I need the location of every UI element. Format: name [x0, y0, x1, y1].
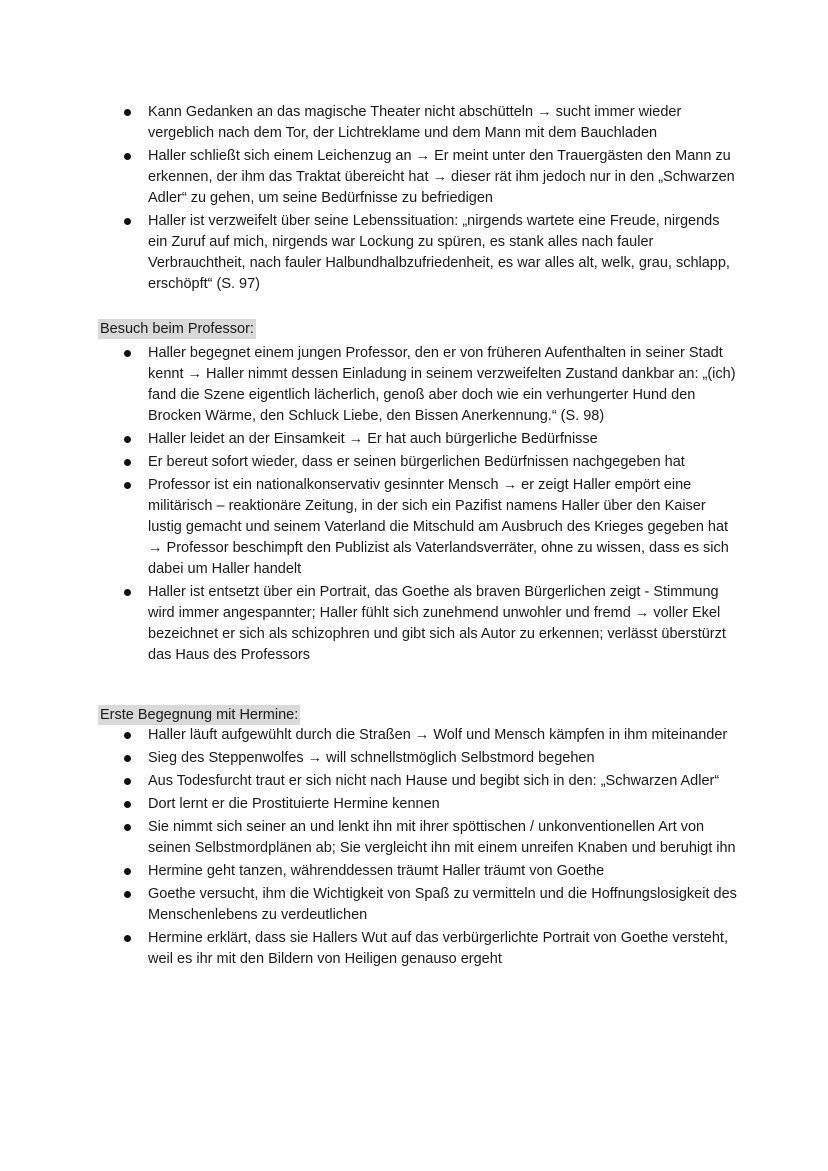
list-item-text: Haller läuft aufgewühlt durch die Straßen → Wolf und Mensch kämpfen in ihm miteinander	[148, 727, 728, 743]
section1-list	[0, 102, 828, 297]
bullet-icon	[124, 935, 131, 942]
list-item	[0, 817, 828, 859]
list-item-text: Aus Todesfurcht traut er sich nicht nach Hause und begibt sich in den: „Schwarzen Adler“	[148, 773, 720, 789]
list-item-text: Hermine erklärt, dass sie Hallers Wut auf das verbürgerlichte Portrait von Goethe versteht, weil es ihr mit den Bildern von Heiligen genauso ergeht	[148, 930, 728, 967]
section3-list	[0, 725, 828, 972]
list-item-text: Haller ist verzweifelt über seine Lebenssituation: „nirgends wartete eine Freude, nirgends ein Zuruf auf mich, nirgends war Lockung zu spüren, es stank alles nach fauler Verbrauchtheit, nach fauler Halbundhalbzufriedenheit, es war alles alt, welk, grau, schlapp, erschöpft“ (S. 97)	[148, 213, 730, 292]
list-item	[0, 771, 828, 792]
bullet-icon	[124, 482, 131, 489]
list-item-text: Sieg des Steppenwolfes → will schnellstmöglich Selbstmord begehen	[148, 750, 595, 766]
list-item	[0, 475, 828, 580]
bullet-icon	[124, 801, 131, 808]
bullet-icon	[124, 732, 131, 739]
list-item	[0, 884, 828, 926]
list-item-text: Haller leidet an der Einsamkeit → Er hat auch bürgerliche Bedürfnisse	[148, 431, 598, 447]
list-item-text: Dort lernt er die Prostituierte Hermine kennen	[148, 796, 440, 812]
bullet-icon	[124, 778, 131, 785]
list-item	[0, 794, 828, 815]
bullet-icon	[124, 218, 131, 225]
list-item-text: Hermine geht tanzen, währenddessen träumt Haller träumt von Goethe	[148, 863, 605, 879]
list-item	[0, 928, 828, 970]
list-item	[0, 725, 828, 746]
list-item	[0, 429, 828, 450]
bullet-icon	[124, 868, 131, 875]
section-heading-hermine: Erste Begegnung mit Hermine:	[100, 707, 299, 723]
list-item	[0, 211, 828, 295]
list-item	[0, 146, 828, 209]
list-item-text: Haller ist entsetzt über ein Portrait, das Goethe als braven Bürgerlichen zeigt - Stimmung wird immer angespannter; Haller fühlt sich zunehmend unwohler und fremd → voller Ekel bezeichnet er sich als schizophren und gibt sich als Autor zu erkennen; verlässt überstürzt das Haus des Professors	[148, 584, 726, 663]
section2-list	[0, 343, 828, 668]
list-item-text: Sie nimmt sich seiner an und lenkt ihn mit ihrer spöttischen / unkonventionellen Art von seinen Selbstmordplänen ab; Sie vergleicht ihn mit einem unreifen Knaben und beruhigt ihn	[148, 819, 736, 856]
bullet-icon	[124, 755, 131, 762]
list-item-text: Haller begegnet einem jungen Professor, den er von früheren Aufenthalten in seiner Stadt kennt → Haller nimmt dessen Einladung in seinem verzweifelten Zustand dankbar an: „(ich) fand die Szene eigentlich lächerlich, genoß aber doch wie ein verhungerter Hund den Brocken Wärme, den Schluck Liebe, den Bissen Anerkennung.“ (S. 98)	[148, 345, 736, 424]
bullet-icon	[124, 824, 131, 831]
list-item	[0, 582, 828, 666]
list-item	[0, 343, 828, 427]
list-item-text: Goethe versucht, ihm die Wichtigkeit von Spaß zu vermitteln und die Hoffnungslosigkeit des Menschenlebens zu verdeutlichen	[148, 886, 737, 923]
bullet-icon	[124, 589, 131, 596]
list-item-text: Er bereut sofort wieder, dass er seinen bürgerlichen Bedürfnissen nachgegeben hat	[148, 454, 685, 470]
list-item	[0, 452, 828, 473]
list-item	[0, 102, 828, 144]
list-item-text: Haller schließt sich einem Leichenzug an → Er meint unter den Trauergästen den Mann zu erkennen, der ihm das Traktat übereicht hat → dieser rät ihm jedoch nur in den „Schwarzen Adler“ zu gehen, um seine Bedürfnisse zu befriedigen	[148, 148, 735, 206]
section-heading-professor: Besuch beim Professor:	[100, 321, 254, 337]
bullet-icon	[124, 109, 131, 116]
bullet-icon	[124, 891, 131, 898]
list-item	[0, 748, 828, 769]
list-item-text: Professor ist ein nationalkonservativ gesinnter Mensch → er zeigt Haller empört eine militärisch – reaktionäre Zeitung, in der sich ein Pazifist namens Haller über den Kaiser lustig gemacht und seinem Vaterland die Mitschuld am Ausbruch des Krieges gegeben hat → Professor beschimpft den Publizist als Vaterlandsverräter, ohne zu wissen, dass es sich dabei um Haller handelt	[148, 477, 729, 577]
bullet-icon	[124, 350, 131, 357]
list-item-text: Kann Gedanken an das magische Theater nicht abschütteln → sucht immer wieder vergeblich nach dem Tor, der Lichtreklame und dem Mann mit dem Bauchladen	[148, 104, 682, 141]
bullet-icon	[124, 436, 131, 443]
bullet-icon	[124, 153, 131, 160]
list-item	[0, 861, 828, 882]
bullet-icon	[124, 459, 131, 466]
